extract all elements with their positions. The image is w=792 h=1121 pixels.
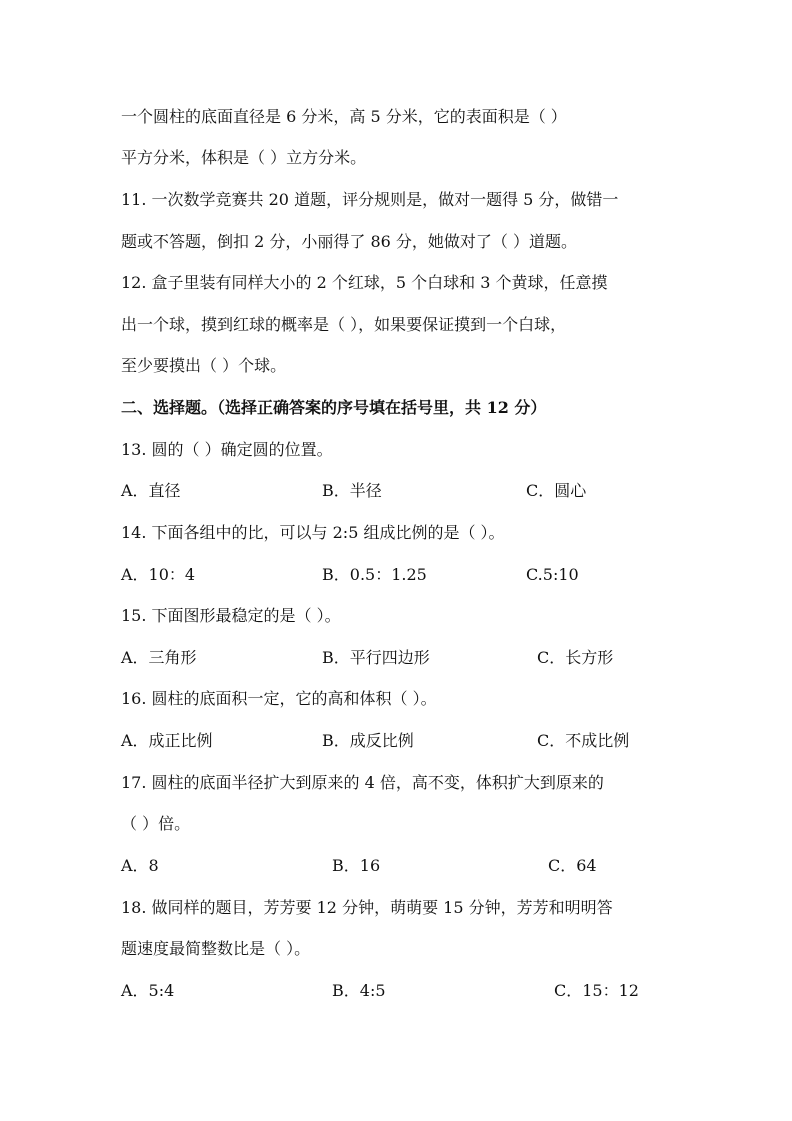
q13-options	[121, 481, 721, 501]
q14-option-a: A．10：4	[121, 565, 196, 584]
q10-line-2: 平方分米，体积是（ ）立方分米。	[121, 148, 367, 167]
q15-option-b: B．平行四边形	[322, 648, 430, 667]
q18-line-1: 18. 做同样的题目，芳芳要 12 分钟，萌萌要 15 分钟，芳芳和明明答	[121, 898, 613, 917]
q15-option-a: A．三角形	[121, 648, 197, 667]
q12-line-2: 出一个球，摸到红球的概率是（ ），如果要保证摸到一个白球，	[121, 315, 567, 334]
q14-options	[121, 565, 721, 585]
q16-options	[121, 731, 721, 751]
q17-option-b: B．16	[332, 856, 381, 875]
q17-options	[121, 856, 721, 876]
q12-line-3: 至少要摸出（ ）个球。	[121, 356, 287, 375]
q16-option-c: C．不成比例	[537, 731, 630, 750]
q18-line-2: 题速度最简整数比是（ ）。	[121, 939, 311, 958]
q18-option-a: A．5:4	[121, 981, 175, 1000]
q17-line-1: 17. 圆柱的底面半径扩大到原来的 4 倍，高不变，体积扩大到原来的	[121, 773, 604, 792]
q16-option-a: A．成正比例	[121, 731, 213, 750]
q18-option-c: C．15：12	[554, 981, 639, 1000]
q13-option-c: C．圆心	[526, 481, 587, 500]
q15-option-c: C．长方形	[537, 648, 614, 667]
q14-option-b: B．0.5：1.25	[322, 565, 427, 584]
q12-line-1: 12. 盒子里装有同样大小的 2 个红球，5 个白球和 3 个黄球，任意摸	[121, 273, 608, 292]
q16-stem: 16. 圆柱的底面积一定，它的高和体积（ ）。	[121, 689, 437, 708]
q14-option-c: C.5:10	[526, 565, 579, 584]
q15-options	[121, 648, 721, 668]
section-2-heading: 二、选择题。（选择正确答案的序号填在括号里，共 12 分）	[121, 398, 547, 417]
q14-stem: 14. 下面各组中的比，可以与 2:5 组成比例的是（ ）。	[121, 523, 505, 542]
q16-option-b: B．成反比例	[322, 731, 414, 750]
q17-line-2: （ ）倍。	[121, 814, 191, 833]
q13-option-a: A．直径	[121, 481, 181, 500]
q13-stem: 13. 圆的（ ）确定圆的位置。	[121, 440, 333, 459]
q18-options	[121, 981, 721, 1001]
q15-stem: 15. 下面图形最稳定的是（ ）。	[121, 606, 341, 625]
q13-option-b: B．半径	[322, 481, 382, 500]
q11-line-1: 11. 一次数学竞赛共 20 道题，评分规则是，做对一题得 5 分，做错一	[121, 190, 619, 209]
q17-option-a: A．8	[121, 856, 159, 875]
q18-option-b: B．4:5	[332, 981, 386, 1000]
q17-option-c: C．64	[548, 856, 597, 875]
q11-line-2: 题或不答题，倒扣 2 分，小丽得了 86 分，她做对了（ ）道题。	[121, 232, 577, 251]
q10-line-1: 一个圆柱的底面直径是 6 分米，高 5 分米，它的表面积是（ ）	[121, 107, 567, 126]
